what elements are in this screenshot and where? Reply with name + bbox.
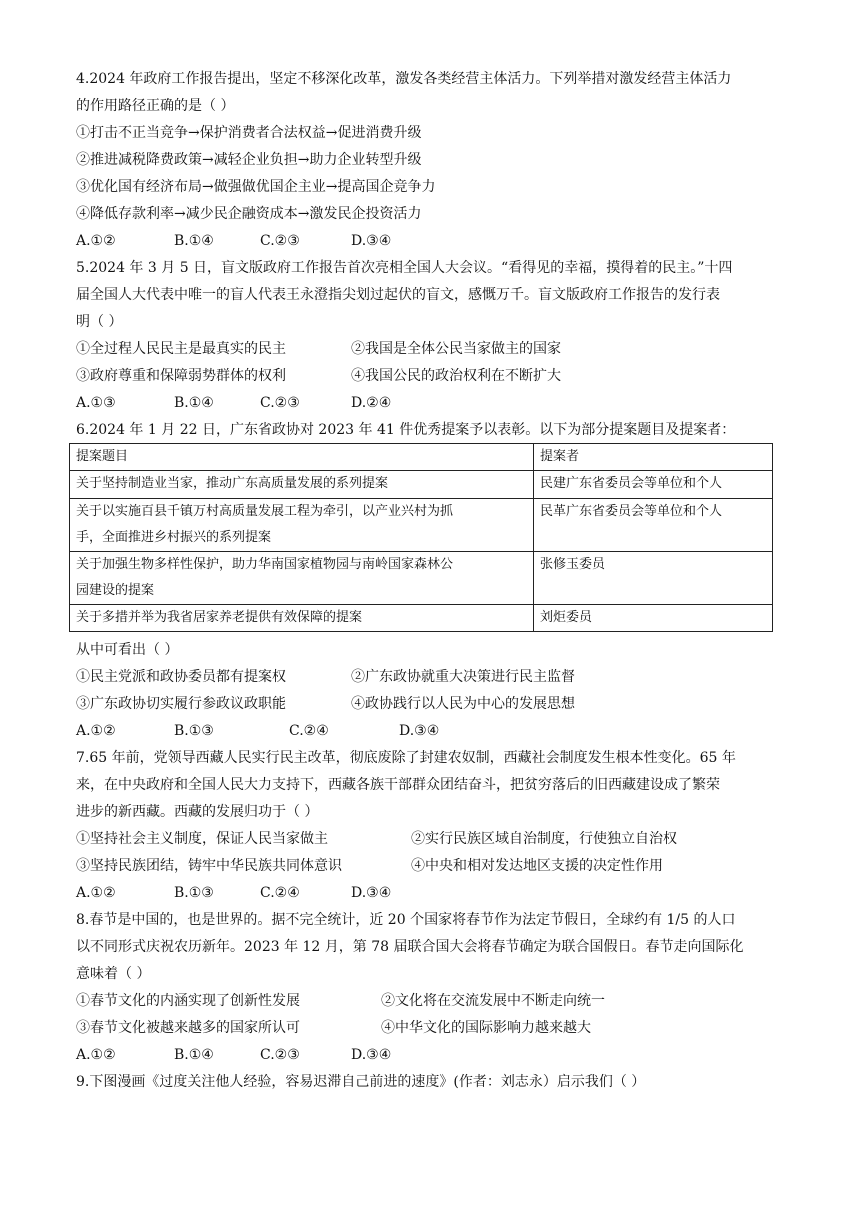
q8-stem-line2: 以不同形式庆祝农历新年。2023 年 12 月，第 78 届联合国大会将春节确定为联合国假日。春节走向国际化 <box>76 939 744 955</box>
q5-item-4: ④我国公民的政治权利在不断扩大 <box>351 368 561 384</box>
table-cell-proposer: 张修玉委员 <box>534 552 773 605</box>
table-row <box>70 499 773 552</box>
q6-items-row1 <box>76 667 575 687</box>
q4-option-b[interactable]: B.①④ <box>174 233 214 249</box>
table-cell-proposer: 刘炬委员 <box>534 605 773 632</box>
q5-item-1: ①全过程人民民主是最真实的民主 <box>76 341 286 357</box>
table-cell-proposer: 民革广东省委员会等单位和个人 <box>534 499 773 552</box>
q6-option-a[interactable]: A.①② <box>76 723 116 739</box>
q6-item-3: ③广东政协切实履行参政议政职能 <box>76 696 286 712</box>
q7-items-row2 <box>76 856 663 876</box>
q6-item-2: ②广东政协就重大决策进行民主监督 <box>351 669 575 685</box>
q7-stem-line3: 进步的新西藏。西藏的发展归功于（ ） <box>76 804 319 820</box>
proposal-table <box>69 443 773 632</box>
q4-options <box>76 231 391 251</box>
q8-items-row1 <box>76 991 605 1011</box>
q6-option-d[interactable]: D.③④ <box>399 723 440 739</box>
q7-options <box>76 883 391 903</box>
q4-option-c[interactable]: C.②③ <box>260 233 300 249</box>
q7-item-4: ④中央和相对发达地区支援的决定性作用 <box>411 858 663 874</box>
q6-option-b[interactable]: B.①③ <box>174 723 214 739</box>
q8-option-d[interactable]: D.③④ <box>351 1047 392 1063</box>
q5-option-a[interactable]: A.①③ <box>76 395 116 411</box>
q4-item-1: ①打击不正当竞争→保护消费者合法权益→促进消费升级 <box>76 125 422 141</box>
q8-stem-line3: 意味着（ ） <box>76 966 151 982</box>
q8-items-row2 <box>76 1018 591 1038</box>
q8-option-a[interactable]: A.①② <box>76 1047 116 1063</box>
q8-item-2: ②文化将在交流发展中不断走向统一 <box>381 993 605 1009</box>
q6-stem-line1: 6.2024 年 1 月 22 日，广东省政协对 2023 年 41 件优秀提案予以表彰。以下为部分提案题目及提案者： <box>76 422 736 438</box>
q7-option-b[interactable]: B.①③ <box>174 885 214 901</box>
q5-items-row1 <box>76 339 561 359</box>
q6-item-1: ①民主党派和政协委员都有提案权 <box>76 669 286 685</box>
q4-stem-line2: 的作用路径正确的是（ ） <box>76 98 235 114</box>
q5-options <box>76 393 391 413</box>
q9-stem-line1: 9.下图漫画《过度关注他人经验，容易迟滞自己前进的速度》(作者：刘志永）启示我们（ ） <box>76 1074 646 1090</box>
q6-items-row2 <box>76 694 575 714</box>
q8-item-4: ④中华文化的国际影响力越来越大 <box>381 1020 591 1036</box>
q7-items-row1 <box>76 829 677 849</box>
table-row <box>70 605 773 632</box>
table-header-title: 提案题目 <box>70 444 534 471</box>
q6-item-4: ④政协践行以人民为中心的发展思想 <box>351 696 575 712</box>
q5-item-2: ②我国是全体公民当家做主的国家 <box>351 341 561 357</box>
table-cell-title-line1: 关于加强生物多样性保护，助力华南国家植物园与南岭国家森林公 <box>76 557 454 572</box>
q7-item-1: ①坚持社会主义制度，保证人民当家做主 <box>76 831 328 847</box>
q5-option-c[interactable]: C.②③ <box>260 395 300 411</box>
table-cell-title <box>70 552 534 605</box>
q4-item-3: ③优化国有经济布局→做强做优国企主业→提高国企竞争力 <box>76 179 436 195</box>
table-row <box>70 552 773 605</box>
q4-stem-line1: 4.2024 年政府工作报告提出，坚定不移深化改革，激发各类经营主体活力。下列举措对激发经营主体活力 <box>76 71 732 87</box>
q7-item-2: ②实行民族区域自治制度，行使独立自治权 <box>411 831 677 847</box>
q6-options <box>76 721 439 741</box>
q5-item-3: ③政府尊重和保障弱势群体的权利 <box>76 368 286 384</box>
q5-stem-line3: 明（ ） <box>76 314 123 330</box>
q7-option-c[interactable]: C.②④ <box>260 885 300 901</box>
q4-option-a[interactable]: A.①② <box>76 233 116 249</box>
table-cell-title <box>70 499 534 552</box>
q8-item-1: ①春节文化的内涵实现了创新性发展 <box>76 993 300 1009</box>
table-cell-title: 关于坚持制造业当家，推动广东高质量发展的系列提案 <box>70 471 534 499</box>
table-cell-title-line2: 手，全面推进乡村振兴的系列提案 <box>76 530 272 545</box>
q5-stem-line2: 届全国人大代表中唯一的盲人代表王永澄指尖划过起伏的盲文，感慨万千。盲文版政府工作报告的发行表 <box>76 287 720 303</box>
q5-items-row2 <box>76 366 561 386</box>
table-cell-title-line2: 园建设的提案 <box>76 583 155 598</box>
table-header-proposer: 提案者 <box>534 444 773 471</box>
q7-option-a[interactable]: A.①② <box>76 885 116 901</box>
q5-option-b[interactable]: B.①④ <box>174 395 214 411</box>
q7-stem-line1: 7.65 年前，党领导西藏人民实行民主改革，彻底废除了封建农奴制，西藏社会制度发生根本性变化。65 年 <box>76 750 736 766</box>
q7-stem-line2: 来，在中央政府和全国人民大力支持下，西藏各族干部群众团结奋斗，把贫穷落后的旧西藏建设成了繁荣 <box>76 777 720 793</box>
table-cell-proposer: 民建广东省委员会等单位和个人 <box>534 471 773 499</box>
table-cell-title-line1: 关于以实施百县千镇万村高质量发展工程为牵引，以产业兴村为抓 <box>76 504 454 519</box>
q8-item-3: ③春节文化被越来越多的国家所认可 <box>76 1020 300 1036</box>
q8-option-c[interactable]: C.②③ <box>260 1047 300 1063</box>
q7-option-d[interactable]: D.③④ <box>351 885 392 901</box>
table-header-row <box>70 444 773 471</box>
q4-item-4: ④降低存款利率→减少民企融资成本→激发民企投资活力 <box>76 206 422 222</box>
q4-option-d[interactable]: D.③④ <box>351 233 392 249</box>
table-row <box>70 471 773 499</box>
q4-item-2: ②推进减税降费政策→减轻企业负担→助力企业转型升级 <box>76 152 422 168</box>
q8-stem-line1: 8.春节是中国的，也是世界的。据不完全统计，近 20 个国家将春节作为法定节假日，全球约有 1/5 的人口 <box>76 912 736 928</box>
q8-options <box>76 1045 391 1065</box>
q5-option-d[interactable]: D.②④ <box>351 395 392 411</box>
q5-stem-line1: 5.2024 年 3 月 5 日，盲文版政府工作报告首次亮相全国人大会议。“看得见的幸福，摸得着的民主。”十四 <box>76 260 733 276</box>
q6-stem-line2: 从中可看出（ ） <box>76 642 179 658</box>
q7-item-3: ③坚持民族团结，铸牢中华民族共同体意识 <box>76 858 342 874</box>
q8-option-b[interactable]: B.①④ <box>174 1047 214 1063</box>
q6-option-c[interactable]: C.②④ <box>289 723 329 739</box>
table-cell-title: 关于多措并举为我省居家养老提供有效保障的提案 <box>70 605 534 632</box>
